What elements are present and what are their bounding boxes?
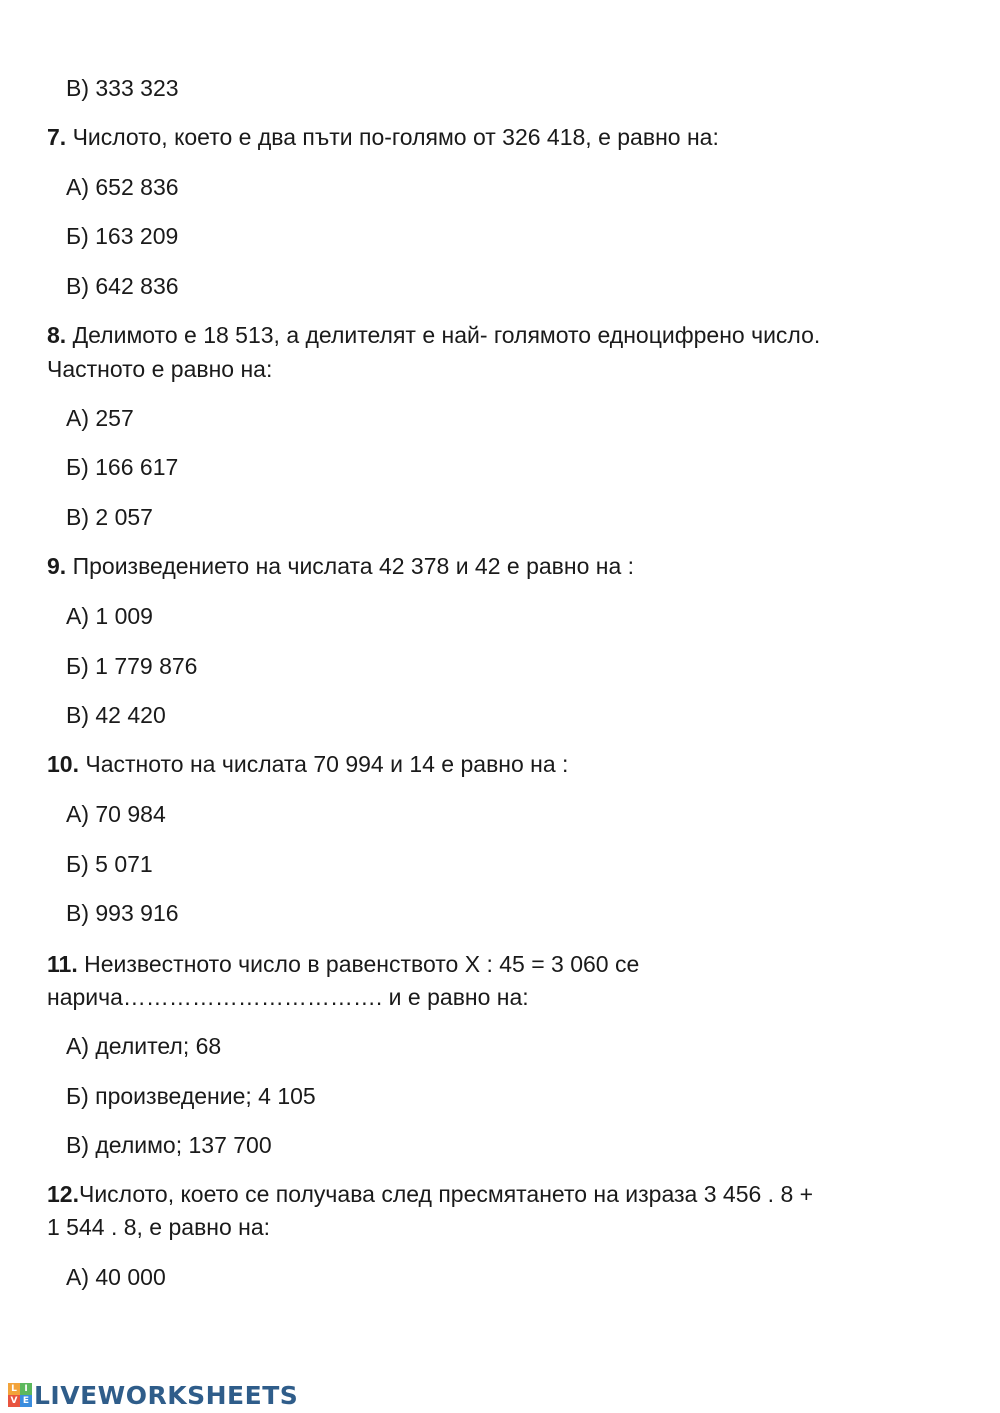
q7-option-b[interactable]: Б) 163 209 (66, 223, 179, 249)
q10-option-b[interactable]: Б) 5 071 (66, 851, 153, 877)
question-11 (47, 948, 639, 980)
question-8 (47, 319, 820, 351)
q10-option-a[interactable]: А) 70 984 (66, 801, 166, 827)
q10-option-c[interactable]: В) 993 916 (66, 900, 179, 926)
question-number: 12. (47, 1181, 79, 1207)
logo-block-v: V (8, 1395, 20, 1407)
question-text: Неизвестното число в равенството Х : 45 = 3 060 се (77, 951, 640, 977)
question-12-continuation: 1 544 . 8, е равно на: (47, 1214, 271, 1240)
q9-option-b[interactable]: Б) 1 779 876 (66, 653, 198, 679)
question-text: Числото, което се получава след пресмятането на израза 3 456 . 8 + (78, 1181, 814, 1207)
question-text: Частното на числата 70 994 и 14 е равно на : (78, 751, 569, 777)
question-12 (47, 1178, 813, 1210)
question-10 (47, 748, 568, 780)
q7-option-a[interactable]: А) 652 836 (66, 174, 179, 200)
logo-block-i: I (20, 1383, 32, 1395)
liveworksheets-logo (8, 1378, 298, 1412)
question-number: 8. (47, 322, 67, 348)
q11-option-c[interactable]: В) делимо; 137 700 (66, 1132, 272, 1158)
q11-option-a[interactable]: А) делител; 68 (66, 1033, 222, 1059)
question-7 (47, 121, 719, 153)
question-11-continuation: нарича……………………………. и е равно на: (47, 984, 529, 1010)
question-text: Числото, което е два пъти по-голямо от 326 418, е равно на: (66, 124, 719, 150)
question-text: Делимото е 18 513, а делителят е най- голямото едноцифрено число. (66, 322, 821, 348)
logo-block-l: L (8, 1383, 20, 1395)
q9-option-c[interactable]: В) 42 420 (66, 702, 166, 728)
q9-option-a[interactable]: А) 1 009 (66, 603, 153, 629)
question-number: 9. (47, 553, 67, 579)
question-9 (47, 550, 634, 582)
question-number: 10. (47, 751, 79, 777)
q11-option-b[interactable]: Б) произведение; 4 105 (66, 1083, 316, 1109)
q8-option-c[interactable]: В) 2 057 (66, 504, 153, 530)
q8-option-b[interactable]: Б) 166 617 (66, 454, 179, 480)
q12-option-a[interactable]: А) 40 000 (66, 1264, 166, 1290)
logo-text: LIVEWORKSHEETS (34, 1380, 299, 1410)
question-text: Произведението на числата 42 378 и 42 е равно на : (66, 553, 635, 579)
logo-block-e: E (20, 1395, 32, 1407)
q8-option-a[interactable]: А) 257 (66, 405, 134, 431)
q7-option-c[interactable]: В) 642 836 (66, 273, 179, 299)
question-number: 11. (47, 951, 78, 977)
logo-blocks-icon (8, 1383, 32, 1407)
question-8-continuation: Частното е равно на: (47, 356, 273, 382)
q6-option-c[interactable]: В) 333 323 (66, 75, 179, 101)
question-number: 7. (47, 124, 67, 150)
